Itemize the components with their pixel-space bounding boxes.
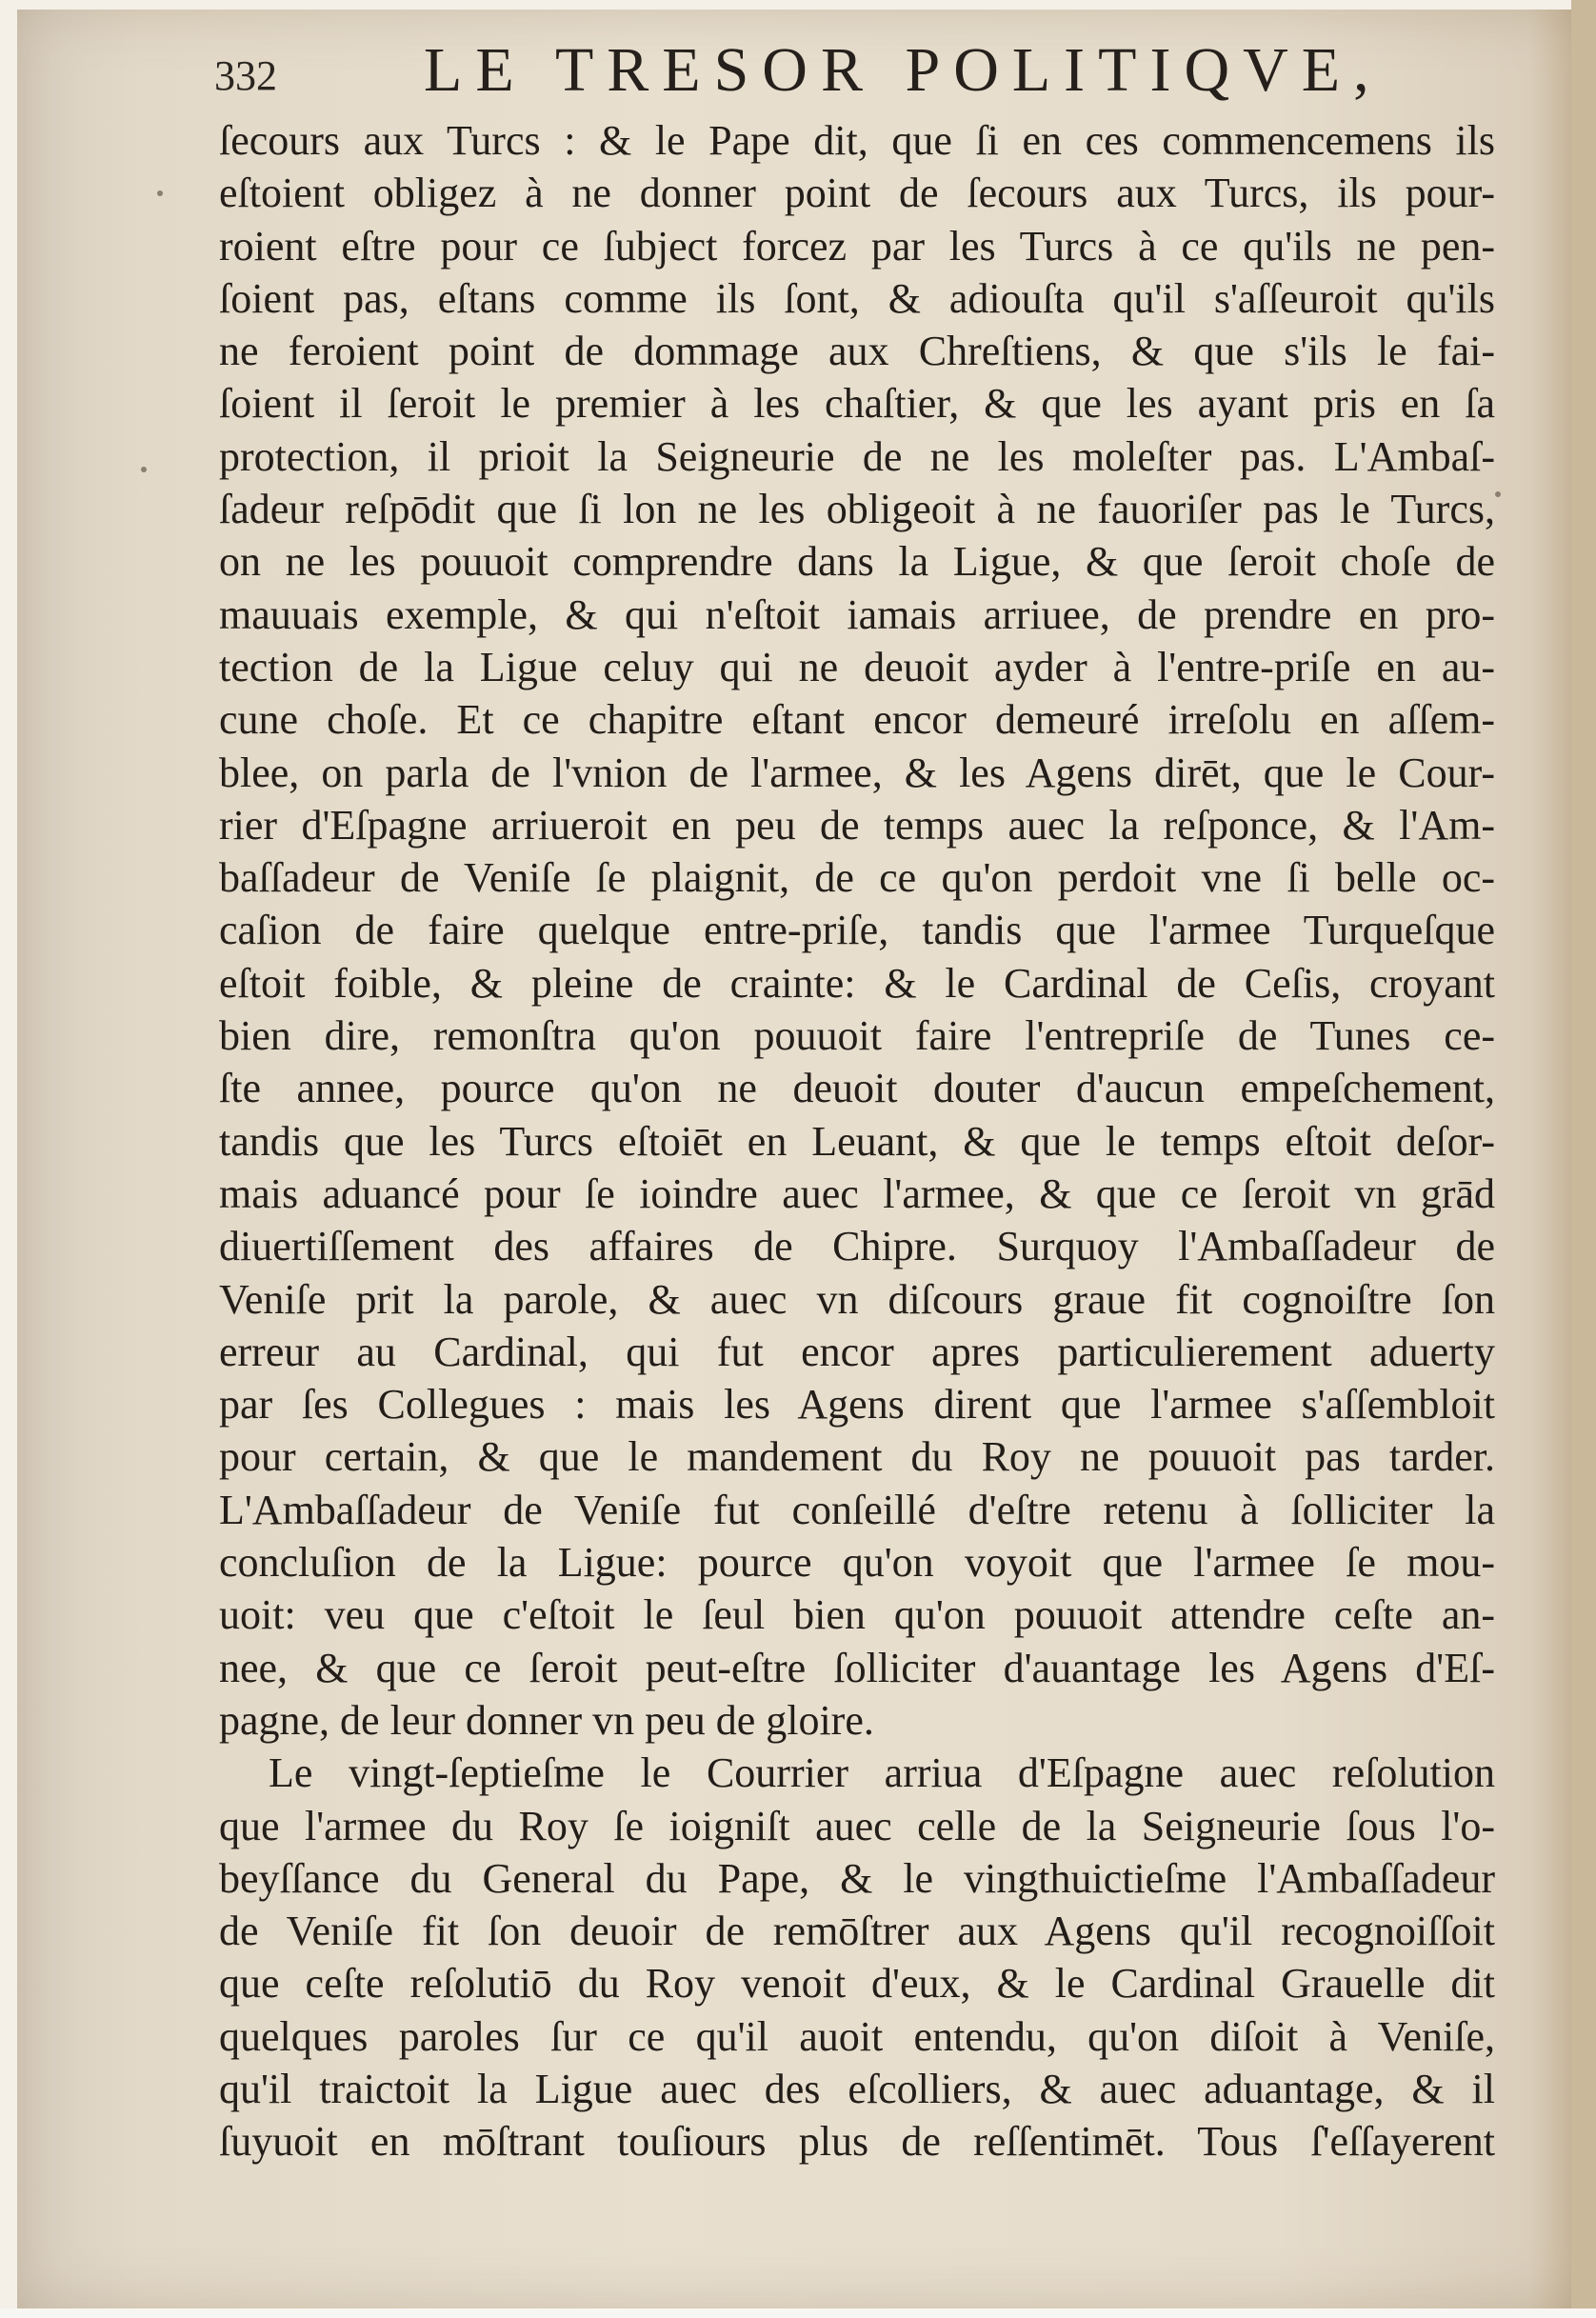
text-line: ne feroient point de dommage aux Chreſtiens, & que s'ils le fai- (219, 328, 1495, 375)
text-line: ſoient il ſeroit le premier à les chaſtier, & que les ayant pris en ſa (219, 380, 1495, 428)
text-line: ſadeur reſpōdit que ſi lon ne les obligeoit à ne fauoriſer pas le Turcs, (219, 486, 1495, 533)
text-line: pagne, de leur donner vn peu de gloire. (219, 1696, 874, 1744)
text-line: nee, & que ce ſeroit peut-eſtre ſolliciter d'auantage les Agens d'Eſ- (219, 1644, 1495, 1691)
text-line: on ne les pouuoit comprendre dans la Ligue, & que ſeroit choſe de (219, 538, 1495, 586)
text-line: diuertiſſement des affaires de Chipre. Surquoy l'Ambaſſadeur de (219, 1223, 1495, 1270)
text-line: baſſadeur de Veniſe ſe plaignit, de ce qu'on perdoit vne ſi belle oc- (219, 854, 1495, 902)
margin-speck (141, 467, 147, 472)
text-line: tandis que les Turcs eſtoiēt en Leuant, & que le temps eſtoit deſor- (219, 1117, 1495, 1165)
text-line: mauuais exemple, & qui n'eſtoit iamais arriuee, de prendre en pro- (219, 590, 1495, 638)
text-line: uoit: veu que c'eſtoit le ſeul bien qu'on pouuoit attendre ceſte an- (219, 1591, 1495, 1639)
text-line: beyſſance du General du Pape, & le vingthuictieſme l'Ambaſſadeur (219, 1854, 1495, 1902)
text-line: ſte annee, pource qu'on ne deuoit douter d'aucun empeſchement, (219, 1065, 1495, 1112)
text-line: rier d'Eſpagne arriueroit en peu de temps auec la reſponce, & l'Am- (219, 801, 1495, 849)
text-line: erreur au Cardinal, qui fut encor apres particulierement aduerty (219, 1328, 1495, 1375)
page-bottom-edge (0, 2308, 1596, 2318)
text-line: mais aduancé pour ſe ioindre auec l'armee, & que ce ſeroit vn grād (219, 1169, 1495, 1217)
text-line: de Veniſe fit ſon deuoir de remōſtrer aux Agens qu'il recognoiſſoit (219, 1908, 1495, 1955)
text-line: quelques paroles ſur ce qu'il auoit entendu, qu'on diſoit à Veniſe, (219, 2012, 1495, 2060)
text-line-paragraph-start: Le vingt-ſeptieſme le Courrier arriua d'Eſpagne auec reſolution (269, 1749, 1495, 1797)
running-head: LE TRESOR POLITIQVE, (424, 35, 1383, 105)
page-edge-shadow (1571, 0, 1596, 2318)
text-line: ſoient pas, eſtans comme ils ſont, & adiouſta qu'il s'aſſeuroit qu'ils (219, 274, 1495, 322)
text-line: cune choſe. Et ce chapitre eſtant encor demeuré irreſolu en aſſem- (219, 696, 1495, 744)
text-line: blee, on parla de l'vnion de l'armee, & les Agens dirēt, que le Cour- (219, 749, 1495, 796)
margin-speck (157, 190, 163, 196)
page-number: 332 (214, 52, 277, 99)
text-line: que l'armee du Roy ſe ioigniſt auec celle de la Seigneurie ſous l'o- (219, 1802, 1495, 1849)
text-line: eſtoit foible, & pleine de crainte: & le Cardinal de Ceſis, croyant (219, 959, 1495, 1007)
text-line: Veniſe prit la parole, & auec vn diſcours graue fit cognoiſtre ſon (219, 1275, 1495, 1323)
text-line: que ceſte reſolutiō du Roy venoit d'eux, & le Cardinal Grauelle dit (219, 1960, 1495, 2008)
text-line: pour certain, & que le mandement du Roy ne pouuoit pas tarder. (219, 1433, 1495, 1481)
margin-speck (1495, 491, 1501, 497)
text-line: qu'il traictoit la Ligue auec des eſcolliers, & auec aduantage, & il (219, 2065, 1495, 2112)
text-line: concluſion de la Ligue: pource qu'on voyoit que l'armee ſe mou- (219, 1539, 1495, 1587)
text-line: protection, il prioit la Seigneurie de ne les moleſter pas. L'Ambaſ- (219, 432, 1495, 480)
page-header (214, 27, 1528, 112)
text-line: L'Ambaſſadeur de Veniſe fut conſeillé d'eſtre retenu à ſolliciter la (219, 1486, 1495, 1533)
text-line: tection de la Ligue celuy qui ne deuoit ayder à l'entre-priſe en au- (219, 643, 1495, 690)
text-line: ſecours aux Turcs : & le Pape dit, que ſi en ces commencemens ils (219, 117, 1495, 164)
text-line: caſion de faire quelque entre-priſe, tandis que l'armee Turqueſque (219, 907, 1495, 954)
text-line: roient eſtre pour ce ſubject forcez par les Turcs à ce qu'ils ne pen- (219, 222, 1495, 270)
text-line: eſtoient obligez à ne donner point de ſecours aux Turcs, ils pour- (219, 170, 1495, 217)
text-line: par ſes Collegues : mais les Agens dirent que l'armee s'aſſembloit (219, 1381, 1495, 1429)
text-line: bien dire, remonſtra qu'on pouuoit faire l'entrepriſe de Tunes ce- (219, 1012, 1495, 1060)
text-line: ſuyuoit en mōſtrant touſiours plus de reſſentimēt. Tous ſ'eſſayerent (219, 2118, 1495, 2166)
body-text (219, 114, 1495, 2168)
